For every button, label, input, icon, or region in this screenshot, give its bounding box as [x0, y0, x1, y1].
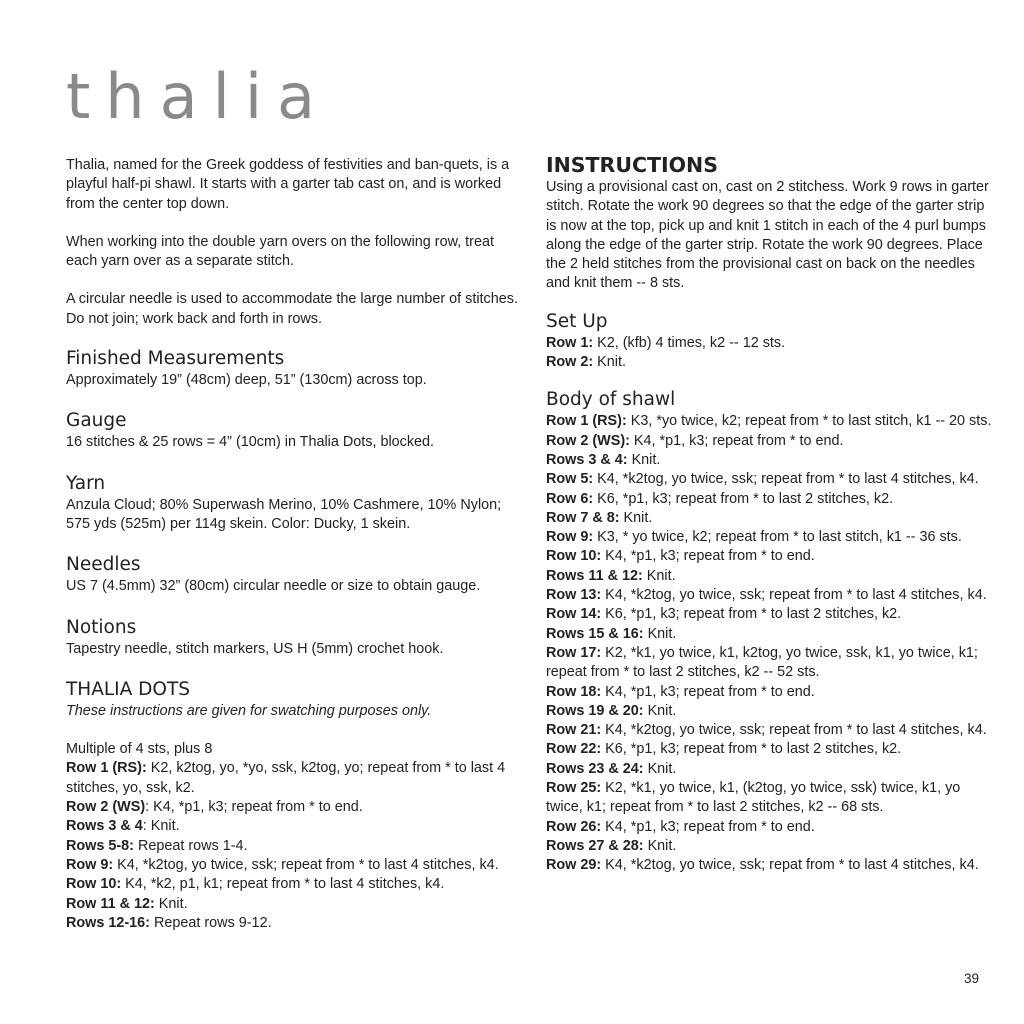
notions-heading: Notions [66, 616, 137, 638]
row-text: Knit. [643, 702, 677, 719]
body-heading: Body of shawl [546, 389, 676, 411]
row-text: K4, *p1, k3; repeat from * to end. [629, 432, 844, 449]
setup-rows [546, 334, 996, 373]
pattern-row [66, 798, 528, 817]
pattern-row [546, 779, 996, 818]
pattern-row [546, 586, 996, 605]
row-label: Row 2 (WS) [66, 799, 146, 816]
row-text: Repeat rows 1-4. [133, 837, 248, 854]
row-label: Rows 27 & 28: [546, 837, 644, 854]
pattern-row [66, 914, 528, 933]
row-text: K4, *p1, k3; repeat from * to end. [601, 548, 815, 565]
row-label: Rows 23 & 24: [546, 760, 644, 777]
row-label: Row 14: [546, 606, 602, 623]
thalia-dots-rows [66, 759, 528, 933]
pattern-row [546, 451, 996, 470]
pattern-row [546, 760, 996, 779]
row-label: Row 25: [546, 780, 602, 797]
pattern-row [66, 856, 528, 875]
pattern-row [546, 856, 996, 875]
row-text: Knit. [642, 567, 676, 584]
pattern-row [66, 895, 528, 914]
row-text: K2, *k1, yo twice, k1, (k2tog, yo twice, ssk) twice, k1, yo twice, k1; repeat from * to last 2 stitches, k2 -- 68 sts. [546, 780, 961, 816]
row-label: Row 22: [546, 741, 602, 758]
pattern-row [546, 490, 996, 509]
row-text: K4, *k2tog, yo twice, ssk; repeat from * to last 4 stitches, k4. [113, 856, 499, 873]
row-label: Rows 19 & 20: [546, 702, 644, 719]
row-label: Row 10: [546, 548, 602, 565]
row-label: Rows 3 & 4 [66, 818, 143, 835]
row-text: K2, *k1, yo twice, k1, k2tog, yo twice, ssk, k1, yo twice, k1; repeat from * to last 2 stitches, k2 -- 52 sts. [546, 644, 978, 681]
pattern-row [546, 432, 996, 451]
needles-text: US 7 (4.5mm) 32” (80cm) circular needle or size to obtain gauge. [66, 578, 481, 595]
row-label: Row 2 (WS): [546, 432, 630, 449]
row-text: K4, *k2, p1, k1; repeat from * to last 4 stitches, k4. [121, 876, 445, 893]
pattern-row [546, 412, 996, 431]
pattern-row [546, 567, 996, 586]
row-label: Row 5: [546, 471, 594, 488]
row-text: Knit. [643, 625, 677, 642]
intro-paragraph: A circular needle is used to accommodate the large number of stitches. Do not join; work back and forth in rows. [66, 291, 518, 327]
row-label: Rows 5-8: [66, 837, 134, 854]
pattern-row [66, 817, 528, 836]
row-label: Rows 11 & 12: [546, 567, 643, 584]
row-text: : Knit. [142, 818, 180, 835]
row-label: Row 13: [546, 587, 602, 604]
row-text: K4, *p1, k3; repeat from * to end. [601, 818, 815, 835]
pattern-row [546, 547, 996, 566]
row-label: Row 21: [546, 722, 602, 739]
pattern-row [546, 702, 996, 721]
row-text: K2, k2tog, yo, *yo, ssk, k2tog, yo; repeat from * to last 4 stitches, yo, ssk, k2. [66, 760, 506, 796]
row-text: K3, * yo twice, k2; repeat from * to last stitch, k1 -- 36 sts. [593, 529, 962, 546]
instructions-heading: INSTRUCTIONS [546, 153, 718, 177]
row-label: Row 9: [546, 529, 594, 546]
row-label: Row 6: [546, 490, 594, 507]
pattern-row [546, 740, 996, 759]
pattern-row [546, 644, 996, 683]
row-label: Row 10: [66, 876, 122, 893]
measurements-heading: Finished Measurements [66, 348, 285, 370]
row-label: Row 1 (RS): [66, 760, 147, 777]
thalia-dots-note: These instructions are given for swatching purposes only. [66, 702, 432, 719]
pattern-row [546, 509, 996, 528]
pattern-row [546, 721, 996, 740]
row-text: K6, *p1, k3; repeat from * to last 2 stitches, k2. [593, 490, 894, 507]
needles-heading: Needles [66, 554, 141, 576]
row-label: Row 1: [546, 334, 594, 351]
left-column [66, 156, 528, 933]
body-rows [546, 412, 996, 875]
row-text: K4, *k2tog, yo twice, ssk; repeat from * to last 4 stitches, k4. [601, 722, 987, 739]
notions-text: Tapestry needle, stitch markers, US H (5mm) crochet hook. [66, 640, 444, 657]
row-label: Row 1 (RS): [546, 413, 627, 430]
gauge-heading: Gauge [66, 410, 127, 432]
pattern-row [66, 837, 528, 856]
row-label: Rows 12-16: [66, 914, 150, 931]
pattern-row [546, 334, 996, 353]
row-label: Row 18: [546, 683, 602, 700]
row-text: Knit. [619, 509, 653, 526]
row-text: K2, (kfb) 4 times, k2 -- 12 sts. [593, 334, 786, 351]
yarn-text: Anzula Cloud; 80% Superwash Merino, 10% Cashmere, 10% Nylon; 575 yds (525m) per 114g skein. Color: Ducky, 1 skein. [66, 496, 502, 532]
row-text: K6, *p1, k3; repeat from * to last 2 stitches, k2. [601, 606, 902, 623]
row-text: Knit. [643, 760, 677, 777]
pattern-row [546, 528, 996, 547]
page-number: 39 [963, 971, 979, 986]
row-label: Row 11 & 12: [66, 895, 155, 912]
row-label: Rows 3 & 4: [546, 451, 628, 468]
row-label: Row 7 & 8: [546, 509, 620, 526]
pattern-row [66, 875, 528, 894]
intro-paragraph: Thalia, named for the Greek goddess of festivities and ban-quets, is a playful half-pi shawl. It starts with a garter tab cast on, and is worked from the center top down. [66, 157, 510, 212]
pattern-row [66, 759, 528, 798]
thalia-dots-multiple: Multiple of 4 sts, plus 8 [66, 741, 213, 758]
row-label: Row 29: [546, 857, 602, 874]
gauge-text: 16 stitches & 25 rows = 4” (10cm) in Thalia Dots, blocked. [66, 434, 435, 451]
pattern-row [546, 625, 996, 644]
pattern-row [546, 818, 996, 837]
row-text: K4, *p1, k3; repeat from * to end. [601, 683, 815, 700]
pattern-row [546, 470, 996, 489]
intro-paragraph: When working into the double yarn overs on the following row, treat each yarn over as a separate stitch. [66, 233, 494, 270]
row-text: K6, *p1, k3; repeat from * to last 2 stitches, k2. [601, 741, 902, 758]
row-text: Knit. [593, 354, 626, 371]
row-text: Repeat rows 9-12. [149, 914, 272, 931]
pattern-row [546, 605, 996, 624]
pattern-row [546, 683, 996, 702]
page-title: thalia [66, 60, 331, 133]
thalia-dots-heading: THALIA DOTS [66, 678, 191, 700]
instructions-text: Using a provisional cast on, cast on 2 stitchess. Work 9 rows in garter stitch. Rotate the work 90 degrees so that the edge of the garter strip is now at the top, pick up and knit 1 stitch in each of the 4 purl bumps along the edge of the garter strip. Rotate the work 90 degrees. Place the 2 held stitches from the provisional cast on back on the needles and knit them -- 8 sts. [546, 179, 989, 292]
row-text: Knit. [643, 837, 677, 854]
setup-heading: Set Up [546, 310, 608, 332]
pattern-row [546, 837, 996, 856]
right-column [546, 152, 996, 876]
yarn-heading: Yarn [66, 472, 106, 494]
row-text: : K4, *p1, k3; repeat from * to end. [145, 799, 363, 816]
measurements-text: Approximately 19” (48cm) deep, 51” (130cm) across top. [66, 372, 427, 389]
row-text: K3, *yo twice, k2; repeat from * to last stitch, k1 -- 20 sts. [626, 413, 992, 430]
row-label: Row 17: [546, 644, 602, 661]
row-text: K4, *k2tog, yo twice, ssk; repeat from * to last 4 stitches, k4. [593, 471, 979, 488]
row-label: Row 9: [66, 856, 114, 873]
row-text: Knit. [627, 451, 661, 468]
pattern-row [546, 353, 996, 372]
row-label: Rows 15 & 16: [546, 625, 644, 642]
row-text: K4, *k2tog, yo twice, ssk; repat from * to last 4 stitches, k4. [601, 857, 979, 874]
row-label: Row 2: [546, 354, 594, 371]
row-label: Row 26: [546, 818, 602, 835]
row-text: K4, *k2tog, yo twice, ssk; repeat from * to last 4 stitches, k4. [601, 587, 987, 604]
row-text: Knit. [154, 895, 188, 912]
